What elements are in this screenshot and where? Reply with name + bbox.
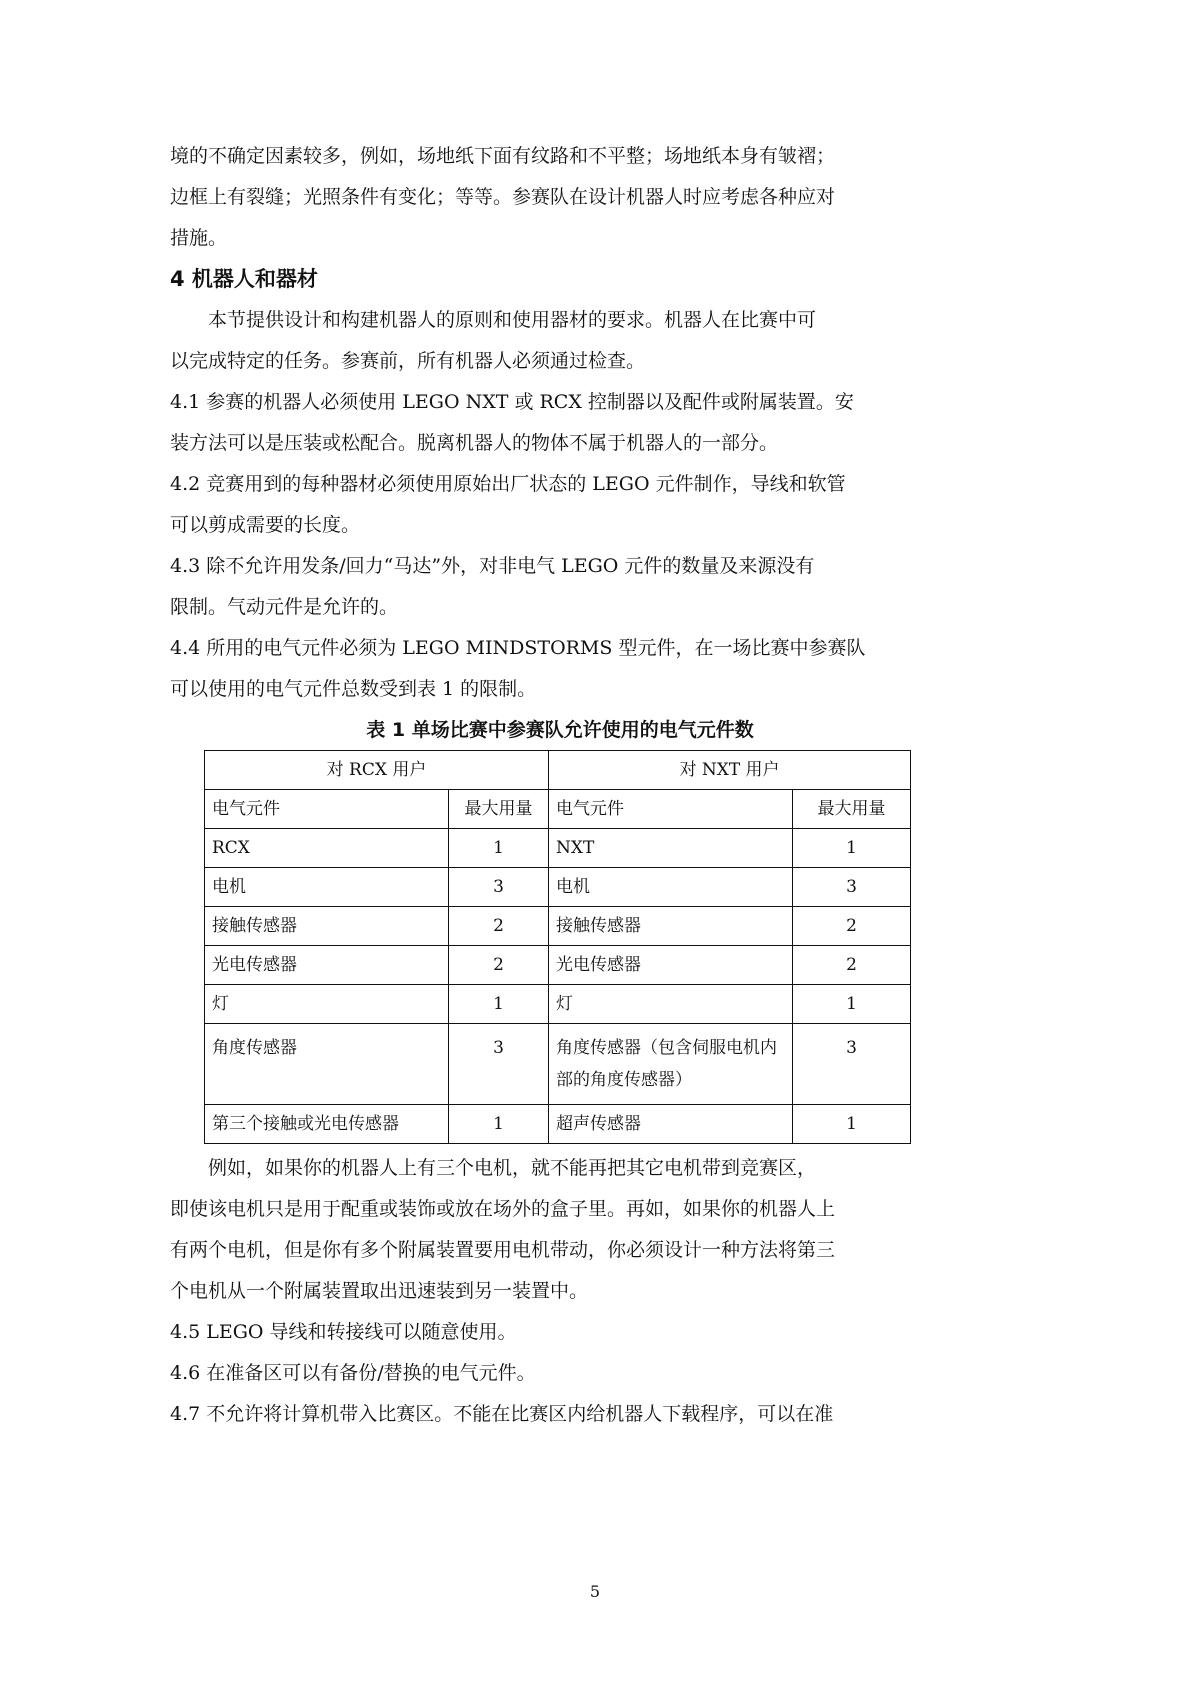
nxt-item: 灯 [549,985,793,1024]
nxt-max: 1 [793,829,911,868]
column-header: 最大用量 [793,790,911,829]
table-row [205,907,911,946]
nxt-max: 1 [793,985,911,1024]
table-row [205,1024,911,1105]
intro-line: 以完成特定的任务。参赛前，所有机器人必须通过检查。 [170,350,646,372]
table-row [205,868,911,907]
rule-line: 4.1 参赛的机器人必须使用 LEGO NXT 或 RCX 控制器以及配件或附属装置。安 [170,391,854,413]
table-container [204,750,910,1144]
table-row [205,946,911,985]
rcx-item: 角度传感器 [205,1024,449,1105]
rule-line: 4.6 在准备区可以有备份/替换的电气元件。 [170,1362,536,1384]
intro-line: 本节提供设计和构建机器人的原则和使用器材的要求。机器人在比赛中可 [170,309,817,331]
body-line: 措施。 [170,227,228,249]
body-line: 例如，如果你的机器人上有三个电机，就不能再把其它电机带到竞赛区， [170,1157,817,1179]
table-row [205,985,911,1024]
rcx-max: 3 [449,1024,549,1105]
rule-line: 4.2 竞赛用到的每种器材必须使用原始出厂状态的 LEGO 元件制作，导线和软管 [170,473,846,495]
nxt-max: 3 [793,868,911,907]
column-header: 电气元件 [549,790,793,829]
rcx-max: 1 [449,1105,549,1144]
electrical-components-table [204,750,911,1144]
rule-line: 可以剪成需要的长度。 [170,514,361,536]
rule-line: 限制。气动元件是允许的。 [170,596,399,618]
body-line: 即使该电机只是用于配重或装饰或放在场外的盒子里。再如，如果你的机器人上 [170,1198,836,1220]
nxt-item: 光电传感器 [549,946,793,985]
rule-line: 4.4 所用的电气元件必须为 LEGO MINDSTORMS 型元件，在一场比赛中参赛队 [170,637,866,659]
nxt-item: 接触传感器 [549,907,793,946]
table-row [205,1105,911,1144]
rule-line: 4.5 LEGO 导线和转接线可以随意使用。 [170,1321,517,1343]
table-row [205,829,911,868]
rcx-max: 1 [449,829,549,868]
document-page [170,142,950,1441]
nxt-max: 3 [793,1024,911,1105]
rcx-max: 2 [449,946,549,985]
rcx-item: 光电传感器 [205,946,449,985]
page-number: 5 [589,1582,601,1601]
nxt-max: 2 [793,946,911,985]
rcx-max: 2 [449,907,549,946]
rcx-item: 接触传感器 [205,907,449,946]
body-line: 境的不确定因素较多，例如，场地纸下面有纹路和不平整；场地纸本身有皱褶； [170,145,836,167]
rcx-item: RCX [205,829,449,868]
nxt-item: NXT [549,829,793,868]
rcx-item: 电机 [205,868,449,907]
body-line: 有两个电机，但是你有多个附属装置要用电机带动，你必须设计一种方法将第三 [170,1239,836,1261]
rule-line: 可以使用的电气元件总数受到表 1 的限制。 [170,678,537,700]
nxt-max: 1 [793,1105,911,1144]
rcx-max: 3 [449,868,549,907]
table-caption: 表 1 单场比赛中参赛队允许使用的电气元件数 [366,719,754,741]
body-line: 个电机从一个附属装置取出迅速装到另一装置中。 [170,1280,589,1302]
table-column-header-row [205,790,911,829]
nxt-group-header: 对 NXT 用户 [549,751,911,790]
nxt-item: 超声传感器 [549,1105,793,1144]
table-group-header-row [205,751,911,790]
rcx-group-header: 对 RCX 用户 [205,751,549,790]
section-heading: 4 机器人和器材 [170,267,318,291]
rcx-item: 灯 [205,985,449,1024]
rule-line: 4.3 除不允许用发条/回力“马达”外，对非电气 LEGO 元件的数量及来源没有 [170,555,815,577]
body-line: 边框上有裂缝；光照条件有变化；等等。参赛队在设计机器人时应考虑各种应对 [170,186,836,208]
nxt-item: 电机 [549,868,793,907]
nxt-max: 2 [793,907,911,946]
rule-line: 装方法可以是压装或松配合。脱离机器人的物体不属于机器人的一部分。 [170,432,779,454]
rule-line: 4.7 不允许将计算机带入比赛区。不能在比赛区内给机器人下载程序，可以在准 [170,1403,834,1425]
rcx-max: 1 [449,985,549,1024]
rcx-item: 第三个接触或光电传感器 [205,1105,449,1144]
nxt-item: 角度传感器（包含伺服电机内部的角度传感器） [549,1024,793,1105]
column-header: 最大用量 [449,790,549,829]
column-header: 电气元件 [205,790,449,829]
